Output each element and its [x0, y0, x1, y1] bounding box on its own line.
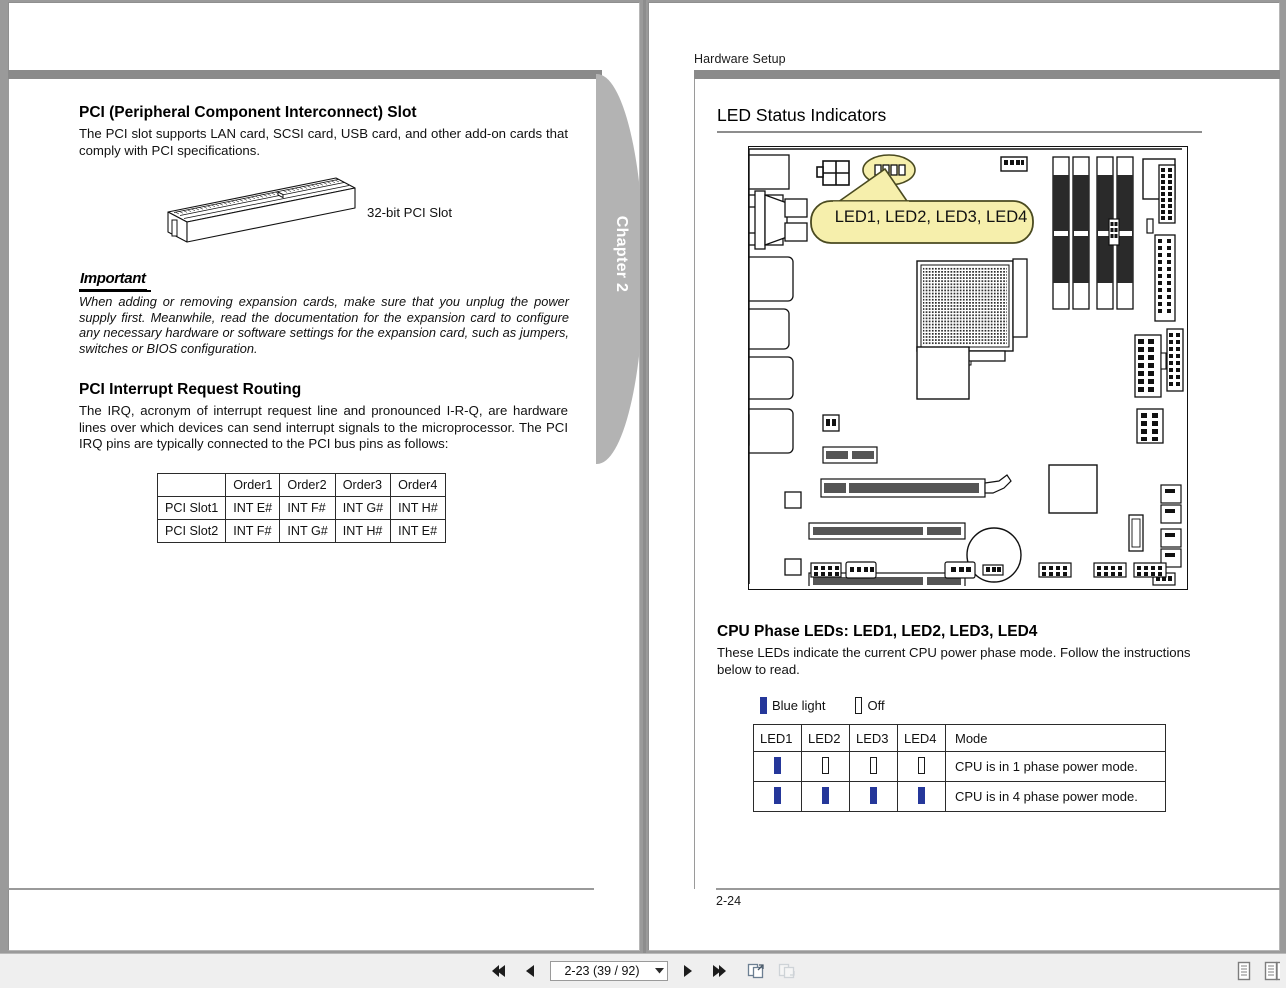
led-r1-c0 — [754, 782, 802, 812]
irq-r1-c4: INT E# — [391, 520, 446, 543]
led-off-icon — [870, 757, 877, 774]
led-status-indicators-heading: LED Status Indicators — [717, 105, 887, 125]
led-on-icon — [774, 757, 781, 774]
legend-item-off — [855, 697, 884, 714]
irq-r0-c1: INT E# — [226, 497, 280, 520]
pcie-x16-slot — [821, 475, 1011, 497]
next-page-button[interactable] — [677, 960, 699, 982]
important-heading-wrap — [79, 270, 569, 291]
pcie-x1-slot — [823, 447, 877, 463]
dimm-slot — [1073, 157, 1089, 309]
led-r0-c3 — [898, 752, 946, 782]
pci-slot-illustration — [150, 170, 380, 250]
right-page-number: 2-24 — [716, 894, 742, 908]
led-off-icon — [918, 757, 925, 774]
led-r1-c2 — [850, 782, 898, 812]
viewer-toolbar[interactable] — [0, 953, 1286, 988]
chapter-thumb-tab — [596, 74, 644, 464]
legend-label-off: Off — [867, 698, 885, 713]
next-view-button[interactable] — [776, 960, 798, 982]
irq-header-order2: Order2 — [280, 474, 335, 497]
table-row — [158, 497, 446, 520]
cpu-phase-table — [753, 724, 1166, 812]
cpu-phase-paragraph: These LEDs indicate the current CPU power phase mode. Follow the instructions below to read. — [717, 645, 1191, 677]
pci-slot-heading: PCI (Peripheral Component Interconnect) Slot — [79, 104, 417, 121]
important-heading: Important — [79, 271, 147, 291]
right-running-head: Hardware Setup — [694, 52, 786, 66]
led-r1-mode: CPU is in 4 phase power mode. — [946, 782, 1166, 812]
irq-header-order4: Order4 — [391, 474, 446, 497]
irq-r1-c2: INT G# — [280, 520, 335, 543]
irq-r0-c2: INT F# — [280, 497, 335, 520]
led-on-icon — [774, 787, 781, 804]
irq-routing-heading: PCI Interrupt Request Routing — [79, 381, 302, 398]
led-r0-c1 — [802, 752, 850, 782]
led-legend — [760, 697, 885, 714]
single-page-view-button[interactable] — [1234, 960, 1254, 982]
irq-routing-paragraph: The IRQ, acronym of interrupt request line and pronounced I-R-Q, are hardware lines over which devices can send interrupt signals to the microprocessor. The PCI IRQ pins are typically connected to the PCI bus pins as follows: — [79, 403, 568, 451]
table-row — [754, 782, 1166, 812]
led-on-icon — [870, 787, 877, 804]
irq-r0-c4: INT H# — [391, 497, 446, 520]
led-off-icon — [822, 757, 829, 774]
right-header-rule — [694, 70, 1280, 79]
led-header-led2: LED2 — [802, 725, 850, 752]
page-divider-line — [643, 0, 646, 953]
irq-r0-c3: INT G# — [335, 497, 390, 520]
important-text: When adding or removing expansion cards, make sure that you unplug the power supply first. Meanwhile, read the documentation for the expansion card to configure any necessary hardware or software settings for the expansion card, such as jumpers, switches or BIOS configuration. — [79, 294, 569, 356]
led-r1-c1 — [802, 782, 850, 812]
led-header-mode: Mode — [946, 725, 1166, 752]
led-status-heading-rule — [717, 131, 1202, 133]
pci-slot-paragraph: The PCI slot supports LAN card, SCSI card, USB card, and other add-on cards that comply with PCI specifications. — [79, 126, 568, 158]
previous-page-button[interactable] — [519, 960, 541, 982]
chevron-down-icon[interactable] — [651, 962, 667, 980]
led-header-led4: LED4 — [898, 725, 946, 752]
legend-label-blue-light: Blue light — [772, 698, 826, 713]
right-page-frame — [694, 79, 695, 889]
irq-header-order3: Order3 — [335, 474, 390, 497]
irq-r1-c0: PCI Slot2 — [158, 520, 226, 543]
led-callout — [801, 159, 1041, 251]
led-header-led3: LED3 — [850, 725, 898, 752]
led-r1-c3 — [898, 782, 946, 812]
right-folio-rule — [716, 888, 1280, 890]
led-callout-label: LED1, LED2, LED3, LED4 — [834, 208, 1028, 226]
legend-item-blue-light — [760, 697, 825, 714]
irq-r1-c3: INT H# — [335, 520, 390, 543]
left-folio-rule — [8, 888, 594, 890]
led-on-icon — [822, 787, 829, 804]
toolbar-view-modes — [1234, 954, 1282, 988]
irq-routing-table — [157, 473, 446, 543]
dimm-slot — [1053, 157, 1069, 309]
left-header-rule — [8, 70, 602, 79]
motherboard-diagram — [748, 146, 1188, 590]
irq-r0-c0: PCI Slot1 — [158, 497, 226, 520]
led-off-icon — [855, 697, 862, 714]
led-r0-c0 — [754, 752, 802, 782]
right-gutter — [1281, 0, 1286, 953]
irq-header-blank — [158, 474, 226, 497]
last-page-button[interactable] — [708, 960, 730, 982]
led-on-icon — [918, 787, 925, 804]
toolbar-nav-group — [0, 954, 1286, 988]
led-on-icon — [760, 697, 767, 714]
pci-slot — [809, 523, 965, 539]
left-page-frame — [8, 79, 9, 889]
chapter-thumb-label: Chapter 2 — [613, 215, 630, 293]
table-row — [158, 520, 446, 543]
table-row-header — [158, 474, 446, 497]
led-r0-c2 — [850, 752, 898, 782]
page-number-value[interactable]: 2-23 (39 / 92) — [564, 963, 640, 978]
irq-header-order1: Order1 — [226, 474, 280, 497]
previous-view-button[interactable] — [745, 960, 767, 982]
page-number-combobox[interactable] — [550, 961, 668, 981]
motherboard-bottom-headers — [749, 551, 1184, 587]
led-r0-mode: CPU is in 1 phase power mode. — [946, 752, 1166, 782]
cpu-phase-heading: CPU Phase LEDs: LED1, LED2, LED3, LED4 — [717, 623, 1038, 640]
two-page-view-button[interactable] — [1262, 960, 1282, 982]
first-page-button[interactable] — [488, 960, 510, 982]
pci-slot-figure-label: 32-bit PCI Slot — [367, 205, 453, 220]
important-underline — [79, 290, 151, 292]
table-row-header — [754, 725, 1166, 752]
irq-r1-c1: INT F# — [226, 520, 280, 543]
led-header-led1: LED1 — [754, 725, 802, 752]
table-row — [754, 752, 1166, 782]
